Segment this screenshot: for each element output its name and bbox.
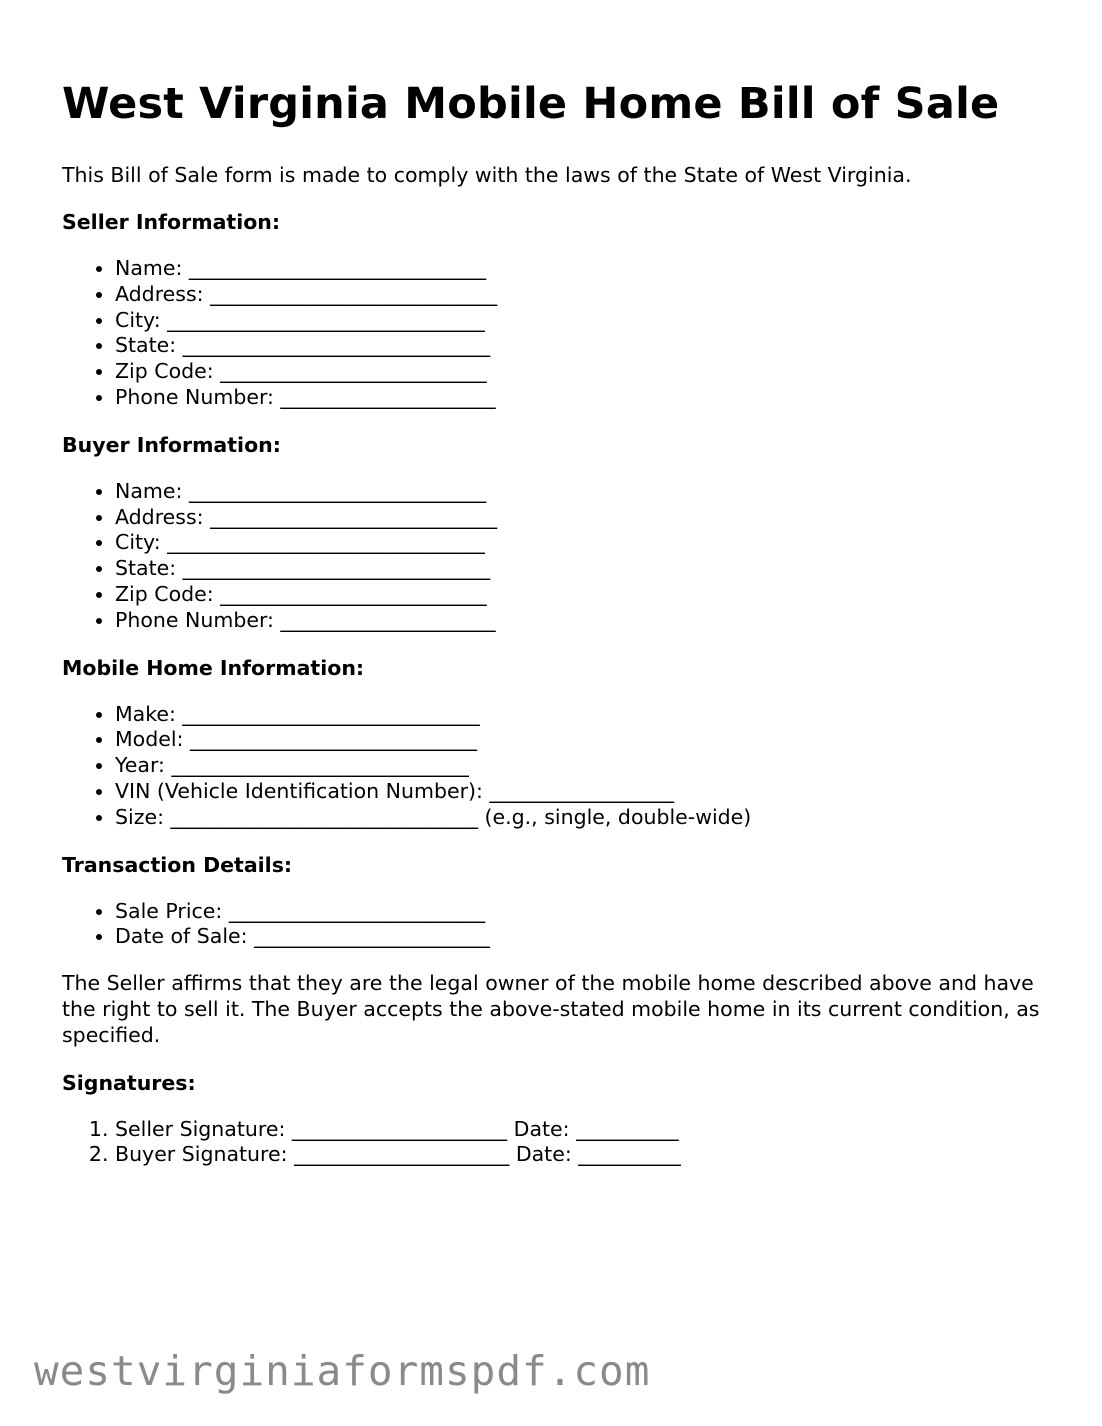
signatures-heading: Signatures: (62, 1070, 196, 1095)
buyer-phone-field: • Phone Number: _____________________ (115, 608, 1052, 634)
mobile-home-year-field: • Year: _____________________________ (115, 753, 1052, 779)
mobile-home-vin-field: • VIN (Vehicle Identification Number): __________________ (115, 779, 1052, 805)
buyer-name-field: • Name: _____________________________ (115, 479, 1052, 505)
seller-state-field: • State: ______________________________ (115, 333, 1052, 359)
document-title: West Virginia Mobile Home Bill of Sale (62, 79, 1000, 129)
mobile-home-heading: Mobile Home Information: (62, 655, 365, 680)
seller-address-field: • Address: ____________________________ (115, 282, 1052, 308)
sale-price-field: • Sale Price: _________________________ (115, 899, 1052, 925)
buyer-state-field: • State: ______________________________ (115, 556, 1052, 582)
seller-name-field: • Name: _____________________________ (115, 256, 1052, 282)
seller-list (62, 256, 1052, 411)
mobile-home-list (62, 702, 1052, 831)
site-watermark: westvirginiaformspdf.com (34, 1347, 651, 1395)
buyer-zip-field: • Zip Code: __________________________ (115, 582, 1052, 608)
document-page (62, 76, 1052, 1189)
mobile-home-size-field: • Size: ______________________________ (e.g., single, double-wide) (115, 805, 1052, 831)
seller-zip-field: • Zip Code: __________________________ (115, 359, 1052, 385)
mobile-home-make-field: • Make: _____________________________ (115, 702, 1052, 728)
transaction-list (62, 899, 1052, 951)
seller-heading: Seller Information: (62, 210, 281, 234)
mobile-home-model-field: • Model: ____________________________ (115, 727, 1052, 753)
signatures-list (62, 1117, 1052, 1169)
affirmation-paragraph: The Seller affirms that they are the legal owner of the mobile home described above and have the right to sell it. The Buyer accepts the above-stated mobile home in its current condition, as specified. (62, 971, 1040, 1047)
buyer-address-field: • Address: ____________________________ (115, 505, 1052, 531)
seller-phone-field: • Phone Number: _____________________ (115, 385, 1052, 411)
buyer-list (62, 479, 1052, 634)
buyer-heading: Buyer Information: (62, 432, 281, 457)
buyer-signature-line: 2. Buyer Signature: _____________________ Date: __________ (115, 1142, 1052, 1168)
seller-city-field: • City: _______________________________ (115, 308, 1052, 334)
transaction-heading: Transaction Details: (62, 852, 293, 877)
intro-paragraph: This Bill of Sale form is made to comply with the laws of the State of West Virginia. (62, 163, 912, 187)
buyer-city-field: • City: _______________________________ (115, 530, 1052, 556)
seller-signature-line: 1. Seller Signature: _____________________ Date: __________ (115, 1117, 1052, 1143)
date-of-sale-field: • Date of Sale: _______________________ (115, 924, 1052, 950)
